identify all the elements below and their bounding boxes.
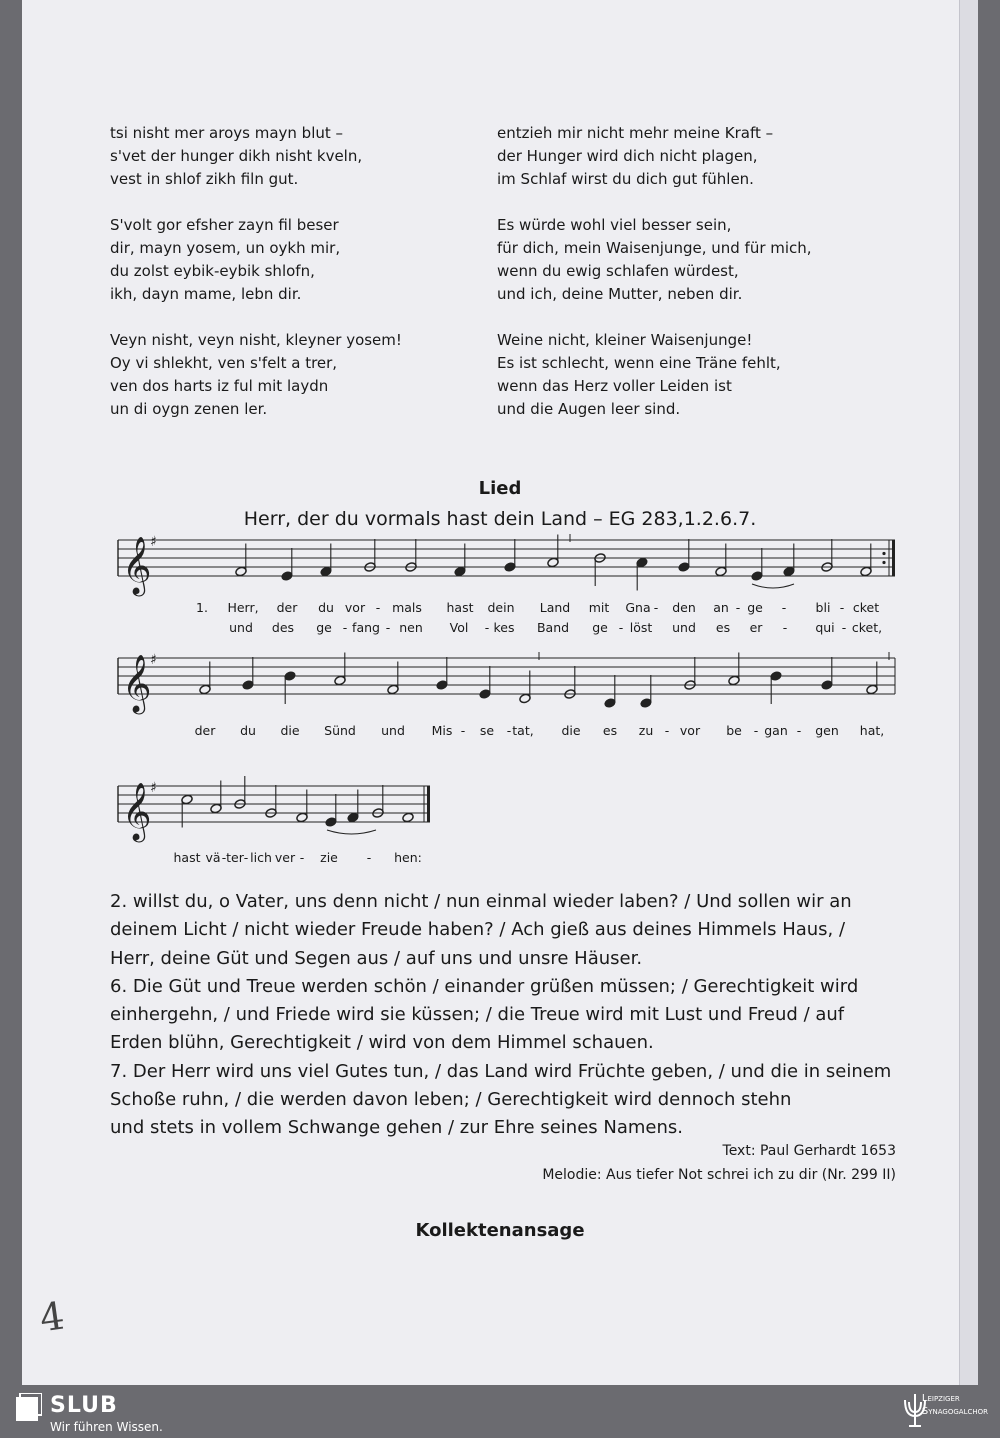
slur	[327, 830, 376, 834]
lyric-syllable: Gna	[625, 600, 651, 615]
lyric-syllable: -	[484, 620, 490, 635]
verse-line: einhergehn, / und Friede wird sie küssen; / die Treue wird mit Lust und Freud / auf	[110, 1004, 845, 1026]
verse-line: 7. Der Herr wird uns viel Gutes tun, / das Land wird Früchte geben, / und die in seinem	[110, 1060, 892, 1082]
lyric-syllable: -	[299, 850, 305, 865]
lyric-syllable: -	[839, 600, 845, 615]
poem-line: wenn du ewig schlafen würdest,	[497, 262, 739, 280]
lyric-syllable: -	[243, 850, 249, 865]
poem-line: für dich, mein Waisenjunge, und für mich,	[497, 239, 812, 257]
staff-line-2	[0, 646, 1000, 716]
lyric-syllable: du	[240, 723, 256, 738]
lyric-syllable: cket	[852, 600, 880, 615]
staff-line-3	[0, 774, 1000, 844]
lyric-syllable: vor	[679, 723, 701, 738]
lyrics-verse1-row-3	[0, 850, 1000, 866]
lyric-syllable: ge	[747, 600, 763, 615]
lyric-syllable: -	[385, 620, 391, 635]
poem-line: ikh, dayn mame, lebn dir.	[110, 285, 302, 303]
lyric-syllable: hat,	[859, 723, 885, 738]
lyric-syllable: Sünd	[324, 723, 356, 738]
lyric-syllable: -	[460, 723, 466, 738]
lyric-syllable: zu	[638, 723, 654, 738]
verse-line: deinem Licht / nicht wieder Freude haben? / Ach gieß aus deines Himmels Haus, /	[110, 919, 846, 941]
credit-melody: Melodie: Aus tiefer Not schrei ich zu dir (Nr. 299 II)	[542, 1167, 896, 1183]
collection-announcement: Kollektenansage	[415, 1220, 585, 1241]
sharp-icon: ♯	[150, 652, 157, 668]
poem-yiddish-column	[110, 122, 402, 444]
lyric-syllable: vä	[205, 850, 221, 865]
poem-line: im Schlaf wirst du dich gut fühlen.	[497, 170, 754, 188]
choir-name-line-2: Synagogalchor	[921, 1406, 988, 1417]
lyrics-verse1-row-2	[0, 723, 1000, 739]
lyric-syllable: -	[782, 620, 788, 635]
lyric-syllable: lich	[250, 850, 272, 865]
lyric-syllable: ge	[316, 620, 332, 635]
lyric-syllable: fang	[352, 620, 380, 635]
repeat-dot	[882, 561, 885, 564]
lyric-syllable: hen:	[394, 850, 422, 865]
lyric-syllable: -	[506, 723, 512, 738]
slub-wordmark: SLUB	[50, 1393, 118, 1418]
lyric-syllable: nen	[399, 620, 423, 635]
poem-line: vest in shlof zikh filn gut.	[110, 170, 299, 188]
lyric-syllable: -	[796, 723, 802, 738]
song-label: Lied	[478, 478, 522, 499]
lyric-syllable: die	[280, 723, 300, 738]
lyric-syllable: hast	[446, 600, 474, 615]
sharp-icon: ♯	[150, 534, 157, 550]
poem-line: wenn das Herz voller Leiden ist	[497, 377, 732, 395]
slur	[752, 584, 794, 588]
poem-line: ven dos harts iz ful mit laydn	[110, 377, 329, 395]
lyric-syllable: an	[713, 600, 729, 615]
poem-line: dir, mayn yosem, un oykh mir,	[110, 239, 341, 257]
lyric-syllable: Band	[536, 620, 570, 635]
lyric-syllable: se	[479, 723, 495, 738]
poem-line: und die Augen leer sind.	[497, 400, 681, 418]
barline-thick	[427, 786, 430, 822]
lyric-syllable: kes	[493, 620, 515, 635]
lyric-syllable: Vol	[449, 620, 469, 635]
verse-line: 6. Die Güt und Treue werden schön / einander grüßen müssen; / Gerechtigkeit wird	[110, 975, 859, 997]
stanza	[110, 122, 402, 191]
lyric-syllable: -	[366, 850, 372, 865]
lyric-syllable: es	[715, 620, 731, 635]
lyric-syllable: 1.	[196, 600, 208, 615]
lyric-syllable: ter	[226, 850, 244, 865]
poem-line: s'vet der hunger dikh nisht kveln,	[110, 147, 363, 165]
lyric-syllable: cket,	[851, 620, 883, 635]
stanza	[497, 214, 812, 306]
lyric-syllable: -	[618, 620, 624, 635]
lyrics-verse1-row-b	[0, 620, 1000, 636]
lyric-syllable: gen	[815, 723, 839, 738]
stanza	[497, 329, 812, 421]
lyric-syllable: -	[781, 600, 787, 615]
lyric-syllable: er	[749, 620, 763, 635]
lyric-syllable: löst	[629, 620, 653, 635]
lyric-syllable: be	[726, 723, 742, 738]
lyric-syllable: die	[561, 723, 581, 738]
lyric-syllable: -	[753, 723, 759, 738]
poem-line: du zolst eybik-eybik shlofn,	[110, 262, 315, 280]
lyric-syllable: mals	[392, 600, 422, 615]
slub-logo-icon	[16, 1393, 42, 1421]
verse-line: Herr, deine Güt und Segen aus / auf uns und unsre Häuser.	[110, 947, 643, 969]
lyric-syllable: vor	[344, 600, 366, 615]
lyric-syllable: hast	[173, 850, 201, 865]
barline-thick	[892, 540, 895, 576]
lyric-syllable: -	[653, 600, 659, 615]
poem-line: S'volt gor efsher zayn fil beser	[110, 216, 339, 234]
lyric-syllable: -	[664, 723, 670, 738]
lyric-syllable: der	[276, 600, 298, 615]
lyric-syllable: zie	[320, 850, 338, 865]
lyric-syllable: -	[375, 600, 381, 615]
choir-name-line-1: Leipziger	[921, 1393, 960, 1404]
handwritten-page-number: 4	[37, 1293, 68, 1341]
lyric-syllable: -	[841, 620, 847, 635]
verse-line: Erden blühn, Gerechtigkeit / wird von dem Himmel schauen.	[110, 1032, 654, 1054]
lyric-syllable: ver	[274, 850, 296, 865]
note-head	[402, 812, 414, 823]
poem-line: der Hunger wird dich nicht plagen,	[497, 147, 758, 165]
stanza	[110, 329, 402, 421]
poem-line: Weine nicht, kleiner Waisenjunge!	[497, 331, 753, 349]
lyric-syllable: Mis	[431, 723, 453, 738]
verse-line: 2. willst du, o Vater, uns denn nicht / nun einmal wieder laben? / Und sollen wir an	[110, 891, 852, 912]
verse-line: und stets in vollem Schwange gehen / zur Ehre seines Namens.	[110, 1117, 683, 1139]
treble-clef-icon: 𝄞	[122, 536, 152, 594]
lyric-syllable: tat,	[512, 723, 534, 738]
choir-name	[922, 1392, 988, 1418]
lyric-syllable: den	[672, 600, 696, 615]
lyric-syllable: -	[221, 850, 227, 865]
stanza	[110, 214, 402, 306]
poem-german-column	[497, 122, 812, 444]
stanza	[497, 122, 812, 191]
lyric-syllable: -	[342, 620, 348, 635]
poem-line: tsi nisht mer aroys mayn blut –	[110, 124, 344, 142]
treble-clef-icon: 𝄞	[122, 782, 152, 840]
lyric-syllable: mit	[588, 600, 610, 615]
lyric-syllable: und	[381, 723, 405, 738]
lyric-syllable: bli	[815, 600, 831, 615]
treble-clef-icon: 𝄞	[122, 654, 152, 712]
poem-line: und ich, deine Mutter, neben dir.	[497, 285, 743, 303]
lyrics-verse1-row-a	[0, 600, 1000, 616]
poem-line: un di oygn zenen ler.	[110, 400, 268, 418]
sharp-icon: ♯	[150, 780, 157, 796]
lyric-syllable: des	[271, 620, 295, 635]
lyric-syllable: Land	[539, 600, 571, 615]
lyric-syllable: gan	[764, 723, 788, 738]
lyric-syllable: ge	[592, 620, 608, 635]
credit-text-author: Text: Paul Gerhardt 1653	[722, 1143, 896, 1159]
poem-line: Veyn nisht, veyn nisht, kleyner yosem!	[110, 331, 402, 349]
lyric-syllable: der	[194, 723, 216, 738]
poem-line: Oy vi shlekht, ven s'felt a trer,	[110, 354, 338, 372]
song-title: Herr, der du vormals hast dein Land – EG 283,1.2.6.7.	[243, 508, 757, 530]
repeat-dot	[882, 552, 885, 555]
lyric-syllable: dein	[487, 600, 515, 615]
lyric-syllable: Herr,	[227, 600, 259, 615]
poem-line: entzieh mir nicht mehr meine Kraft –	[497, 124, 774, 142]
lyric-syllable: und	[229, 620, 253, 635]
lyric-syllable: -	[735, 600, 741, 615]
verse-line: Schoße ruhn, / die werden davon leben; / Gerechtigkeit wird dennoch stehn	[110, 1089, 792, 1111]
staff-line-1	[0, 528, 1000, 598]
slub-tagline: Wir führen Wissen.	[50, 1420, 163, 1434]
poem-line: Es würde wohl viel besser sein,	[497, 216, 732, 234]
lyric-syllable: und	[672, 620, 696, 635]
lyric-syllable: es	[602, 723, 618, 738]
poem-line: Es ist schlecht, wenn eine Träne fehlt,	[497, 354, 781, 372]
lyric-syllable: qui	[815, 620, 835, 635]
verses-text	[110, 888, 910, 1143]
lyric-syllable: du	[318, 600, 334, 615]
